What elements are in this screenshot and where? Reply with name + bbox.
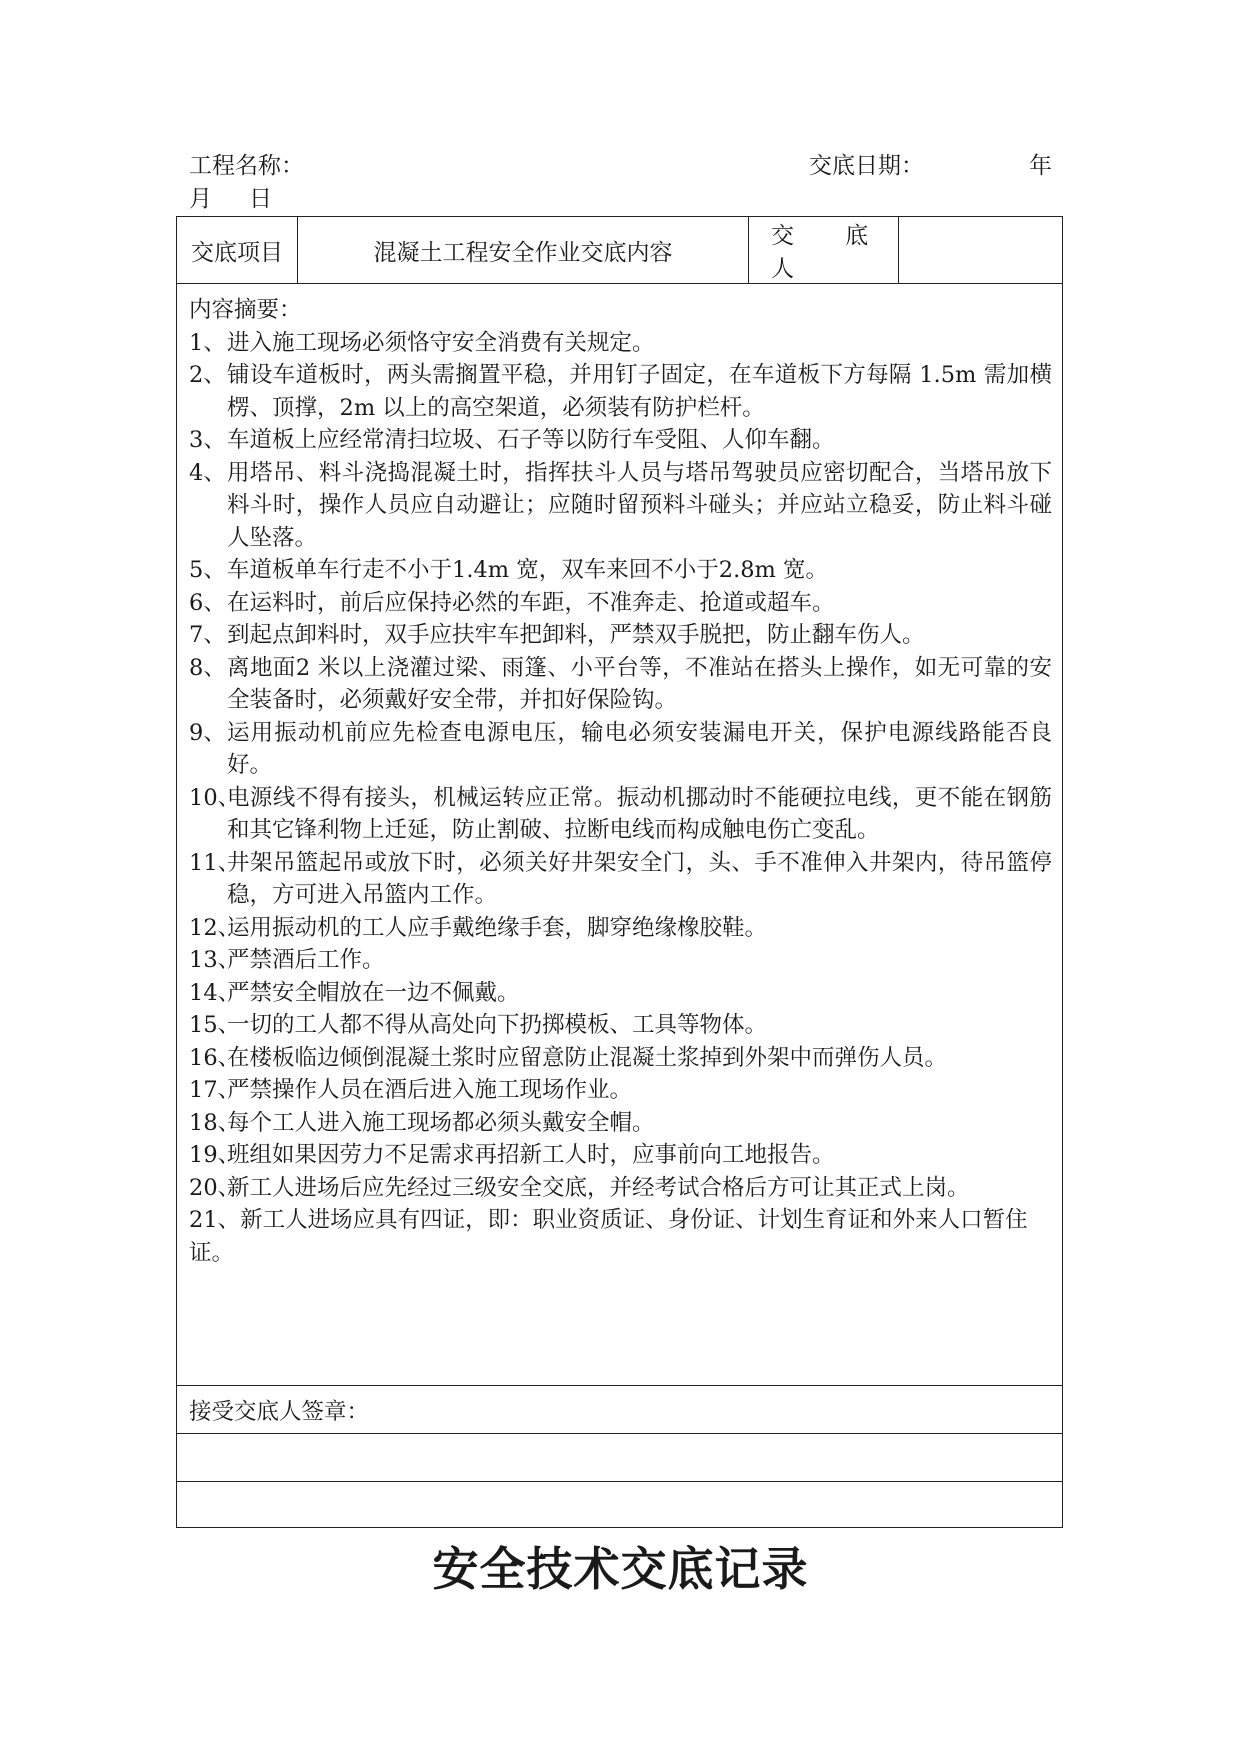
date-label: 交底日期： xyxy=(809,153,924,179)
day-label: 日 xyxy=(249,186,272,212)
safety-item-number: 3、 xyxy=(189,427,226,453)
table-header-row xyxy=(177,217,1062,284)
safety-item xyxy=(189,912,1052,945)
safety-item xyxy=(189,717,1052,782)
person-label: 交 底 人 xyxy=(771,223,891,282)
signature-blank-row-1 xyxy=(177,1433,1062,1481)
person-value-cell xyxy=(899,217,1062,283)
safety-item-text: 到起点卸料时，双手应扶牢车把卸料，严禁双手脱把，防止翻车伤人。 xyxy=(227,622,925,648)
safety-item xyxy=(189,1074,1052,1107)
safety-item-number: 13、 xyxy=(189,947,241,973)
safety-item-number: 4、 xyxy=(189,459,226,486)
safety-item-number: 9、 xyxy=(189,719,226,746)
signature-blank-row-2 xyxy=(177,1481,1062,1527)
document-header xyxy=(189,150,1059,216)
safety-item-number: 20、 xyxy=(189,1174,241,1201)
safety-item xyxy=(189,1009,1052,1042)
safety-item-number: 19、 xyxy=(189,1142,241,1168)
safety-item-text: 离地面2 米以上浇灌过梁、雨篷、小平台等，不准站在搭头上操作，如无可靠的安全装备时，必须戴好安全带，并扣好保险钩。 xyxy=(227,654,1052,713)
safety-item xyxy=(189,847,1052,912)
safety-item-text: 严禁操作人员在酒后进入施工现场作业。 xyxy=(227,1077,633,1103)
item-value-cell xyxy=(298,217,749,283)
safety-item-text: 电源线不得有接头，机械运转应正常。振动机挪动时不能硬拉电线，更不能在钢筋和其它锋利物上迁延，防止割破、拉断电线而构成触电伤亡变乱。 xyxy=(227,784,1052,843)
safety-item-number: 7、 xyxy=(189,622,226,648)
safety-item-number: 21、 xyxy=(189,1207,241,1233)
safety-item xyxy=(189,782,1052,847)
safety-item-number: 11、 xyxy=(189,849,241,876)
safety-items-list xyxy=(189,327,1052,1270)
safety-item xyxy=(189,1139,1052,1172)
safety-item xyxy=(189,554,1052,587)
safety-item-number: 14、 xyxy=(189,979,241,1006)
safety-item-text: 严禁安全帽放在一边不佩戴。 xyxy=(227,979,520,1006)
document-title: 安全技术交底记录 xyxy=(432,1542,809,1596)
safety-item-text: 新工人进场后应先经过三级安全交底，并经考试合格后方可让其正式上岗。 xyxy=(227,1174,970,1201)
safety-item xyxy=(189,1172,1052,1205)
safety-item-number: 18、 xyxy=(189,1109,241,1136)
safety-item-text: 在运料时，前后应保持必然的车距，不准奔走、抢道或超车。 xyxy=(227,589,835,616)
safety-item-number: 16、 xyxy=(189,1044,241,1071)
safety-item xyxy=(189,977,1052,1010)
safety-item-number: 1、 xyxy=(189,329,226,356)
safety-item-text: 用塔吊、料斗浇捣混凝土时，指挥扶斗人员与塔吊驾驶员应密切配合，当塔吊放下料斗时，操作人员应自动避让；应随时留预料斗碰头；并应站立稳妥，防止料斗碰人坠落。 xyxy=(227,459,1052,551)
safety-item xyxy=(189,457,1052,555)
year-label: 年 xyxy=(1029,153,1052,179)
safety-item xyxy=(189,1107,1052,1140)
safety-item-number: 8、 xyxy=(189,654,226,681)
safety-item-number: 17、 xyxy=(189,1077,241,1103)
safety-item-number: 12、 xyxy=(189,914,241,941)
safety-item xyxy=(189,327,1052,360)
safety-item xyxy=(189,652,1052,717)
safety-item-text: 车道板上应经常清扫垃圾、石子等以防行车受阻、人仰车翻。 xyxy=(227,427,835,453)
summary-label: 内容摘要： xyxy=(189,297,302,323)
item-value: 混凝土工程安全作业交底内容 xyxy=(373,239,673,266)
safety-item-text: 铺设车道板时，两头需搁置平稳，并用钉子固定，在车道板下方每隔 1.5m 需加横楞、顶撑，2m 以上的高空架道，必须装有防护栏杆。 xyxy=(227,362,1052,421)
safety-item-text: 每个工人进入施工现场都必须头戴安全帽。 xyxy=(227,1109,655,1136)
safety-item-number: 10、 xyxy=(189,784,241,811)
safety-item xyxy=(189,1204,1052,1269)
signature-label: 接受交底人签章： xyxy=(189,1399,370,1425)
safety-item xyxy=(189,359,1052,424)
content-summary-cell xyxy=(177,284,1062,1384)
safety-item xyxy=(189,1042,1052,1075)
safety-item-text: 新工人进场应具有四证，即：职业资质证、身份证、计划生育证和外来人口暂住证。 xyxy=(189,1207,1028,1266)
safety-item-text: 进入施工现场必须恪守安全消费有关规定。 xyxy=(227,329,655,356)
safety-item-number: 6、 xyxy=(189,589,226,616)
briefing-table xyxy=(176,216,1063,1528)
month-label: 月 xyxy=(189,186,212,212)
safety-item-text: 运用振动机前应先检查电源电压，输电必须安装漏电开关，保护电源线路能否良好。 xyxy=(227,719,1052,778)
safety-item xyxy=(189,619,1052,652)
header-row-1 xyxy=(189,150,1059,183)
safety-item-number: 15、 xyxy=(189,1012,241,1038)
project-name-label: 工程名称： xyxy=(189,153,304,179)
safety-item xyxy=(189,944,1052,977)
safety-item-number: 5、 xyxy=(189,557,226,583)
safety-item-text: 一切的工人都不得从高处向下扔掷模板、工具等物体。 xyxy=(227,1012,768,1038)
safety-item-text: 运用振动机的工人应手戴绝缘手套，脚穿绝缘橡胶鞋。 xyxy=(227,914,768,941)
safety-item-text: 井架吊篮起吊或放下时，必须关好井架安全门，头、手不准伸入井架内，待吊篮停稳，方可进入吊篮内工作。 xyxy=(227,849,1052,908)
item-label: 交底项目 xyxy=(191,239,283,266)
safety-item-number: 2、 xyxy=(189,362,226,388)
safety-item-text: 严禁酒后工作。 xyxy=(227,947,385,973)
item-label-cell xyxy=(177,217,298,283)
safety-item-text: 车道板单车行走不小于1.4m 宽，双车来回不小于2.8m 宽。 xyxy=(227,557,829,583)
safety-item xyxy=(189,424,1052,457)
signature-row xyxy=(177,1385,1062,1433)
header-row-2 xyxy=(189,183,1059,216)
safety-item xyxy=(189,587,1052,620)
safety-item-text: 班组如果因劳力不足需求再招新工人时，应事前向工地报告。 xyxy=(227,1142,835,1168)
person-label-cell xyxy=(749,217,899,283)
safety-item-text: 在楼板临边倾倒混凝土浆时应留意防止混凝土浆掉到外架中而弹伤人员。 xyxy=(227,1044,948,1071)
